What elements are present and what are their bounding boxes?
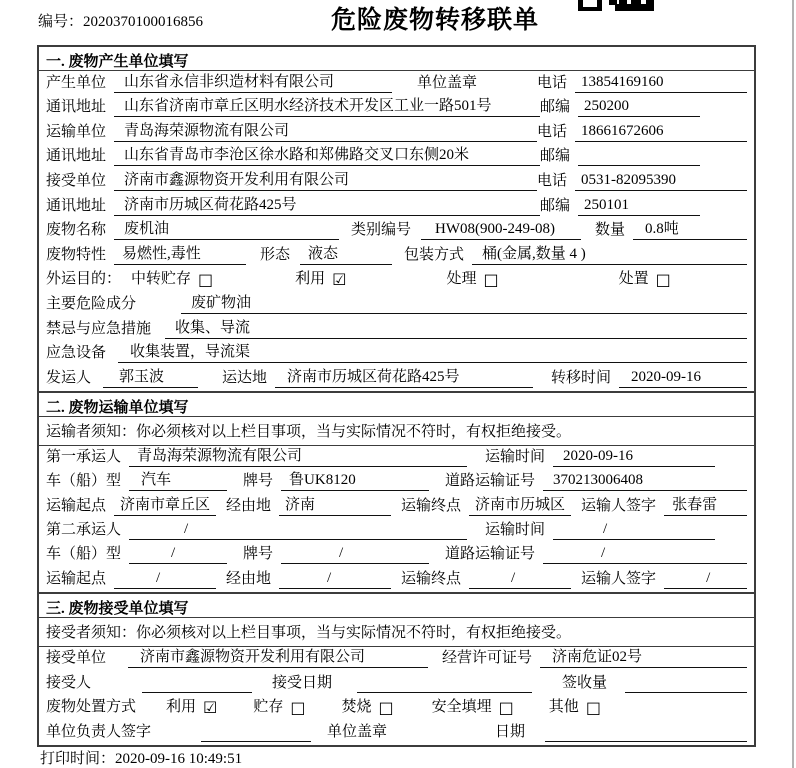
option-label: 中转贮存 — [131, 271, 192, 288]
route-start2-field[interactable]: / — [114, 569, 216, 589]
route-start-label: 运输起点 — [46, 570, 107, 587]
phone-label: 电话 — [537, 74, 568, 91]
vehicle-type-label: 车（船）型 — [46, 546, 122, 563]
checkbox-checked-icon[interactable]: ☑ — [203, 698, 218, 717]
receiver-phone-field[interactable]: 0531-82095390 — [575, 171, 747, 191]
print-time-line — [40, 747, 242, 768]
route2-row — [39, 567, 754, 591]
transporter-address-row — [39, 145, 754, 170]
transfer-time-label: 转移时间 — [551, 369, 612, 386]
packing-field[interactable]: 桶(金属,数量 4 ) — [472, 245, 747, 265]
carrier-sign2-field[interactable]: / — [664, 569, 747, 589]
carrier2-row — [39, 519, 754, 543]
carrier2-field[interactable]: / — [129, 520, 467, 540]
road-license-label: 道路运输证号 — [445, 473, 536, 490]
emergency-equipment-row — [39, 342, 754, 367]
transfer-time-field[interactable]: 2020-09-16 — [619, 368, 747, 388]
plate2-field[interactable]: / — [281, 544, 429, 564]
accept-date-label: 接受日期 — [272, 674, 333, 691]
receiver-zip-group — [540, 196, 747, 216]
unit-stamp-label: 单位盖章 — [417, 74, 478, 91]
receiver-address-field[interactable]: 济南市历城区荷花路425号 — [114, 196, 540, 216]
transporter-row — [39, 120, 754, 145]
route-start-field[interactable]: 济南市章丘区 — [114, 496, 216, 516]
waste-form-label: 形态 — [260, 246, 291, 263]
transport-time2-field[interactable]: / — [553, 520, 715, 540]
disposal-option-landfill — [432, 698, 514, 717]
option-label: 处理 — [446, 271, 477, 288]
disposal-option-other — [549, 698, 601, 717]
emergency-equipment-label: 应急设备 — [46, 345, 107, 362]
hazard-row — [39, 292, 754, 317]
carrier1-label: 第一承运人 — [46, 449, 122, 466]
carrier2-label: 第二承运人 — [46, 521, 122, 538]
vehicle2-row — [39, 543, 754, 567]
plate-label: 牌号 — [243, 546, 274, 563]
carrier-sign-label: 运输人签字 — [581, 497, 657, 514]
serial-label: 编号： — [38, 14, 84, 30]
receiving-unit-row — [39, 647, 754, 672]
receiving-unit-field[interactable]: 济南市鑫源物资开发利用有限公司 — [128, 648, 428, 668]
option-label: 利用 — [166, 699, 197, 715]
waste-name-label: 废物名称 — [46, 222, 107, 239]
receiver-zip-field[interactable]: 250101 — [578, 196, 700, 216]
option-label: 安全填埋 — [431, 699, 492, 715]
print-time-value: 2020-09-16 10:49:51 — [115, 751, 243, 767]
emergency-measures-row — [39, 317, 754, 342]
signed-qty-field[interactable] — [625, 692, 747, 693]
waste-name-field[interactable]: 废机油 — [114, 220, 339, 240]
print-time-label: 打印时间： — [40, 751, 116, 767]
route-via2-field[interactable]: / — [279, 569, 391, 589]
page-edge-line — [792, 0, 794, 768]
vehicle-type-label: 车（船）型 — [46, 473, 122, 490]
transporter-address-field[interactable]: 山东省青岛市李沧区徐水路和郑佛路交叉口东侧20米 — [114, 146, 540, 166]
producer-zip-field[interactable]: 250200 — [578, 97, 700, 117]
checkbox-icon[interactable]: □ — [198, 270, 214, 290]
zip-label: 邮编 — [540, 148, 571, 165]
section-transport — [39, 391, 754, 592]
purpose-option-use — [295, 270, 346, 289]
producer-address-field[interactable]: 山东省济南市章丘区明水经济技术开发区工业一路501号 — [114, 97, 540, 117]
receiver-name-field[interactable]: 济南市鑫源物资开发利用有限公司 — [114, 171, 537, 191]
phone-label: 电话 — [537, 123, 568, 140]
road-license2-field[interactable]: / — [543, 544, 747, 564]
carrier-sign-field[interactable]: 张春雷 — [664, 496, 747, 516]
section-3-header: 三. 废物接受单位填写 — [39, 594, 754, 618]
disposal-option-use — [166, 698, 217, 717]
disposal-option-store — [253, 698, 305, 717]
purpose-option-treat — [447, 270, 499, 289]
transporter-phone-field[interactable]: 18661672606 — [575, 122, 747, 142]
transporter-phone-group — [537, 122, 747, 142]
transporter-notice: 运输者须知：你必须核对以上栏目事项，当与实际情况不符时，有权拒绝接受。 — [39, 417, 754, 446]
section-receiver — [39, 592, 754, 745]
checkbox-icon[interactable]: □ — [290, 698, 306, 717]
emergency-equipment-field[interactable]: 收集装置，导流渠 — [118, 343, 747, 363]
route1-row — [39, 494, 754, 518]
date-field[interactable] — [545, 741, 747, 742]
route-end-label: 运输终点 — [401, 570, 462, 587]
receiver-label: 接受单位 — [46, 172, 107, 189]
option-label: 焚烧 — [341, 699, 372, 715]
producer-name-field[interactable]: 山东省永信非织造材料有限公司 — [114, 73, 392, 93]
carrier1-row — [39, 446, 754, 470]
hazard-field[interactable]: 废矿物油 — [181, 294, 747, 314]
section-producer — [39, 47, 754, 391]
transporter-zip-group — [540, 147, 747, 166]
dispatcher-field[interactable]: 郭玉波 — [103, 368, 198, 388]
vehicle-type-field[interactable]: 汽车 — [129, 471, 227, 491]
option-label: 贮存 — [253, 699, 284, 715]
route-end2-field[interactable]: / — [469, 569, 571, 589]
address-label: 通讯地址 — [46, 197, 107, 214]
date-label: 日期 — [495, 723, 526, 740]
carrier-sign-label: 运输人签字 — [581, 570, 657, 587]
emergency-measures-label: 禁忌与应急措施 — [46, 320, 152, 337]
accept-date-field[interactable] — [357, 692, 532, 693]
checkbox-icon[interactable]: □ — [655, 270, 671, 290]
waste-qty-field[interactable]: 0.8吨 — [633, 220, 747, 240]
route-via-field[interactable]: 济南 — [279, 496, 391, 516]
disposal-label: 废物处置方式 — [46, 699, 137, 715]
emergency-measures-field[interactable]: 收集、导流 — [165, 319, 747, 339]
destination-field[interactable]: 济南市历城区荷花路425号 — [275, 368, 533, 388]
option-label: 处置 — [618, 271, 649, 288]
purpose-option-transfer — [131, 270, 213, 289]
page-title: 危险废物转移联单 — [331, 7, 540, 34]
receiver-row — [39, 169, 754, 194]
transporter-label: 运输单位 — [46, 123, 107, 140]
transport-time-label: 运输时间 — [485, 449, 546, 466]
hazard-label: 主要危险成分 — [46, 295, 137, 312]
transport-time-field[interactable]: 2020-09-16 — [553, 447, 715, 467]
road-license-field[interactable]: 370213006408 — [543, 471, 747, 491]
dispatch-row — [39, 366, 754, 391]
vehicle-type2-field[interactable]: / — [129, 544, 227, 564]
waste-qty-label: 数量 — [595, 222, 626, 239]
waste-name-row — [39, 219, 754, 244]
purpose-option-dispose — [619, 270, 671, 289]
route-end-field[interactable]: 济南市历城区 — [469, 496, 571, 516]
producer-label: 产生单位 — [46, 74, 107, 91]
route-end-label: 运输终点 — [401, 497, 462, 514]
producer-phone-group — [537, 73, 747, 93]
responsible-sign-label: 单位负责人签字 — [46, 723, 152, 740]
purpose-label: 外运目的： — [46, 271, 122, 288]
receiver-address-row — [39, 194, 754, 219]
acceptor-label: 接受人 — [46, 674, 92, 691]
address-label: 通讯地址 — [46, 148, 107, 165]
phone-label: 电话 — [537, 172, 568, 189]
disposal-row — [39, 696, 754, 721]
road-license-label: 道路运输证号 — [445, 546, 536, 563]
waste-code-label: 类别编号 — [351, 222, 412, 239]
transporter-zip-field[interactable] — [578, 165, 700, 166]
packing-label: 包装方式 — [404, 246, 465, 263]
checkbox-icon[interactable]: □ — [498, 698, 514, 717]
producer-zip-group — [540, 97, 747, 117]
waste-props-field[interactable]: 易燃性,毒性 — [114, 245, 246, 265]
section-1-header: 一. 废物产生单位填写 — [39, 47, 754, 71]
acceptance-row — [39, 671, 754, 696]
waste-code-field[interactable]: HW08(900-249-08) — [421, 220, 581, 240]
route-via-label: 经由地 — [226, 497, 272, 514]
option-label: 其他 — [548, 699, 579, 715]
address-label: 通讯地址 — [46, 99, 107, 116]
qr-code-icon — [578, 0, 654, 11]
waste-form-field[interactable]: 液态 — [300, 245, 392, 265]
route-via-label: 经由地 — [226, 570, 272, 587]
checkbox-checked-icon[interactable]: ☑ — [332, 270, 347, 290]
permit-field[interactable]: 济南危证02号 — [540, 648, 747, 668]
receiver-phone-group — [537, 171, 747, 191]
producer-phone-field[interactable]: 13854169160 — [575, 73, 747, 93]
transport-time-label: 运输时间 — [485, 521, 546, 538]
dispatcher-label: 发运人 — [46, 369, 92, 386]
carrier1-field[interactable]: 青岛海荣源物流有限公司 — [129, 447, 467, 467]
waste-props-row — [39, 243, 754, 268]
disposal-option-incinerate — [342, 698, 394, 717]
zip-label: 邮编 — [540, 197, 571, 214]
transporter-name-field[interactable]: 青岛海荣源物流有限公司 — [114, 122, 537, 142]
permit-label: 经营许可证号 — [442, 650, 533, 666]
checkbox-icon[interactable]: □ — [378, 698, 394, 717]
route-start-label: 运输起点 — [46, 497, 107, 514]
vehicle1-row — [39, 470, 754, 494]
checkbox-icon[interactable]: □ — [483, 270, 499, 290]
serial-number-line — [38, 10, 203, 31]
destination-label: 运达地 — [222, 369, 268, 386]
option-label: 利用 — [295, 271, 326, 288]
receiver-notice: 接受者须知：你必须核对以上栏目事项，当与实际情况不符时，有权拒绝接受。 — [39, 618, 754, 647]
manifest-form — [37, 45, 756, 747]
zip-label: 邮编 — [540, 99, 571, 116]
serial-value: 2020370100016856 — [83, 14, 204, 30]
section-2-header: 二. 废物运输单位填写 — [39, 393, 754, 417]
producer-address-row — [39, 96, 754, 121]
plate-field[interactable]: 鲁UK8120 — [281, 471, 429, 491]
responsible-signature-row — [39, 720, 754, 745]
unit-stamp-label: 单位盖章 — [327, 723, 388, 740]
signed-qty-label: 签收量 — [562, 674, 608, 691]
purpose-row — [39, 268, 754, 293]
checkbox-icon[interactable]: □ — [585, 698, 601, 717]
plate-label: 牌号 — [243, 473, 274, 490]
receiving-unit-label: 接受单位 — [46, 650, 107, 666]
responsible-sign-field[interactable] — [201, 741, 311, 742]
acceptor-field[interactable] — [142, 692, 252, 693]
waste-props-label: 废物特性 — [46, 246, 107, 263]
producer-row — [39, 71, 754, 96]
